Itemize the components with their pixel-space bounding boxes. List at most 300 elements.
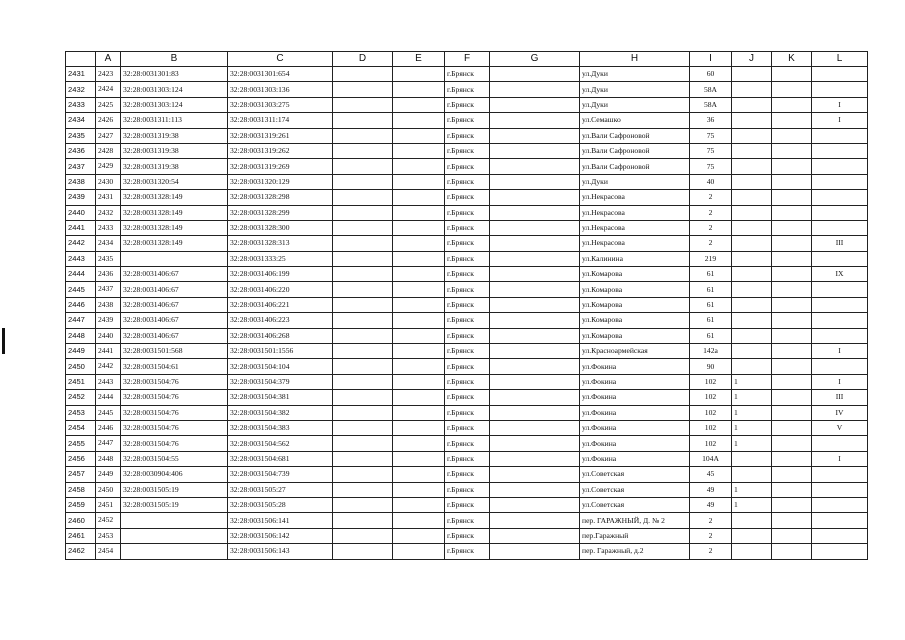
column-header-k[interactable]: K <box>772 52 812 67</box>
cell-e[interactable] <box>393 390 445 405</box>
cell-f[interactable]: г.Брянск <box>445 313 490 328</box>
cell-h[interactable]: ул.Дуки <box>580 82 690 97</box>
row-header[interactable]: 2462 <box>66 544 96 559</box>
row-header[interactable]: 2438 <box>66 174 96 189</box>
cell-j[interactable] <box>732 467 772 482</box>
cell-b[interactable]: 32:28:0031319:38 <box>121 128 228 143</box>
cell-l[interactable] <box>812 359 868 374</box>
cell-k[interactable] <box>772 220 812 235</box>
cell-h[interactable]: пер.Гаражный <box>580 528 690 543</box>
cell-i[interactable]: 142а <box>690 344 732 359</box>
cell-j[interactable]: 1 <box>732 390 772 405</box>
cell-i[interactable]: 36 <box>690 113 732 128</box>
cell-l[interactable] <box>812 220 868 235</box>
cell-h[interactable]: ул.Комарова <box>580 282 690 297</box>
cell-c[interactable]: 32:28:0031333:25 <box>228 251 333 266</box>
cell-b[interactable]: 32:28:0031319:38 <box>121 143 228 158</box>
cell-f[interactable]: г.Брянск <box>445 113 490 128</box>
cell-a[interactable]: 2424 <box>96 82 121 97</box>
cell-d[interactable] <box>333 390 393 405</box>
corner-cell[interactable] <box>66 52 96 67</box>
cell-g[interactable] <box>490 513 580 528</box>
cell-e[interactable] <box>393 359 445 374</box>
cell-d[interactable] <box>333 313 393 328</box>
cell-h[interactable]: ул.Фокина <box>580 359 690 374</box>
cell-d[interactable] <box>333 236 393 251</box>
cell-a[interactable]: 2444 <box>96 390 121 405</box>
cell-f[interactable]: г.Брянск <box>445 497 490 512</box>
cell-g[interactable] <box>490 482 580 497</box>
cell-h[interactable]: ул.Комарова <box>580 267 690 282</box>
cell-f[interactable]: г.Брянск <box>445 451 490 466</box>
cell-a[interactable]: 2427 <box>96 128 121 143</box>
cell-l[interactable] <box>812 128 868 143</box>
cell-b[interactable]: 32:28:0031504:76 <box>121 374 228 389</box>
cell-b[interactable]: 32:28:0031406:67 <box>121 328 228 343</box>
cell-l[interactable] <box>812 297 868 312</box>
cell-k[interactable] <box>772 282 812 297</box>
cell-d[interactable] <box>333 297 393 312</box>
column-header-e[interactable]: E <box>393 52 445 67</box>
cell-h[interactable]: ул.Дуки <box>580 97 690 112</box>
cell-h[interactable]: ул.Семашко <box>580 113 690 128</box>
cell-c[interactable]: 32:28:0031504:382 <box>228 405 333 420</box>
cell-k[interactable] <box>772 205 812 220</box>
row-header[interactable]: 2437 <box>66 159 96 174</box>
cell-k[interactable] <box>772 482 812 497</box>
cell-a[interactable]: 2448 <box>96 451 121 466</box>
cell-b[interactable]: 32:28:0031504:76 <box>121 436 228 451</box>
cell-b[interactable]: 32:28:0031301:83 <box>121 67 228 82</box>
cell-e[interactable] <box>393 436 445 451</box>
cell-h[interactable]: ул.Некрасова <box>580 220 690 235</box>
cell-f[interactable]: г.Брянск <box>445 251 490 266</box>
cell-f[interactable]: г.Брянск <box>445 420 490 435</box>
cell-c[interactable]: 32:28:0031505:27 <box>228 482 333 497</box>
cell-e[interactable] <box>393 420 445 435</box>
row-header[interactable]: 2458 <box>66 482 96 497</box>
cell-h[interactable]: ул.Вали Сафроновой <box>580 159 690 174</box>
cell-i[interactable]: 60 <box>690 67 732 82</box>
cell-f[interactable]: г.Брянск <box>445 236 490 251</box>
cell-d[interactable] <box>333 282 393 297</box>
row-header[interactable]: 2433 <box>66 97 96 112</box>
cell-h[interactable]: ул.Советская <box>580 467 690 482</box>
cell-i[interactable]: 102 <box>690 405 732 420</box>
cell-j[interactable] <box>732 451 772 466</box>
cell-j[interactable] <box>732 297 772 312</box>
cell-i[interactable]: 102 <box>690 390 732 405</box>
cell-c[interactable]: 32:28:0031303:136 <box>228 82 333 97</box>
cell-e[interactable] <box>393 190 445 205</box>
cell-l[interactable] <box>812 190 868 205</box>
cell-b[interactable]: 32:28:0031328:149 <box>121 190 228 205</box>
cell-d[interactable] <box>333 405 393 420</box>
column-header-g[interactable]: G <box>490 52 580 67</box>
row-header[interactable]: 2459 <box>66 497 96 512</box>
cell-c[interactable]: 32:28:0031406:220 <box>228 282 333 297</box>
cell-f[interactable]: г.Брянск <box>445 220 490 235</box>
cell-d[interactable] <box>333 143 393 158</box>
cell-l[interactable]: III <box>812 236 868 251</box>
cell-l[interactable]: I <box>812 374 868 389</box>
row-header[interactable]: 2455 <box>66 436 96 451</box>
column-header-f[interactable]: F <box>445 52 490 67</box>
cell-c[interactable]: 32:28:0031301:654 <box>228 67 333 82</box>
cell-b[interactable] <box>121 251 228 266</box>
cell-j[interactable] <box>732 528 772 543</box>
cell-b[interactable]: 32:28:0031406:67 <box>121 313 228 328</box>
cell-e[interactable] <box>393 205 445 220</box>
cell-g[interactable] <box>490 190 580 205</box>
cell-k[interactable] <box>772 528 812 543</box>
cell-g[interactable] <box>490 544 580 559</box>
cell-i[interactable]: 219 <box>690 251 732 266</box>
cell-k[interactable] <box>772 113 812 128</box>
row-header[interactable]: 2453 <box>66 405 96 420</box>
cell-h[interactable]: ул.Некрасова <box>580 236 690 251</box>
row-header[interactable]: 2456 <box>66 451 96 466</box>
row-header[interactable]: 2451 <box>66 374 96 389</box>
cell-f[interactable]: г.Брянск <box>445 159 490 174</box>
cell-g[interactable] <box>490 205 580 220</box>
cell-e[interactable] <box>393 174 445 189</box>
cell-g[interactable] <box>490 236 580 251</box>
cell-k[interactable] <box>772 143 812 158</box>
row-header[interactable]: 2447 <box>66 313 96 328</box>
cell-b[interactable] <box>121 544 228 559</box>
cell-e[interactable] <box>393 113 445 128</box>
cell-j[interactable] <box>732 82 772 97</box>
cell-f[interactable]: г.Брянск <box>445 359 490 374</box>
row-header[interactable]: 2457 <box>66 467 96 482</box>
cell-f[interactable]: г.Брянск <box>445 267 490 282</box>
cell-e[interactable] <box>393 344 445 359</box>
cell-d[interactable] <box>333 220 393 235</box>
cell-h[interactable]: ул.Фокина <box>580 374 690 389</box>
row-header[interactable]: 2431 <box>66 67 96 82</box>
row-header[interactable]: 2460 <box>66 513 96 528</box>
cell-k[interactable] <box>772 97 812 112</box>
cell-i[interactable]: 61 <box>690 297 732 312</box>
cell-j[interactable] <box>732 67 772 82</box>
cell-g[interactable] <box>490 420 580 435</box>
cell-j[interactable] <box>732 97 772 112</box>
cell-c[interactable]: 32:28:0031504:562 <box>228 436 333 451</box>
row-header[interactable]: 2446 <box>66 297 96 312</box>
column-header-c[interactable]: C <box>228 52 333 67</box>
cell-h[interactable]: ул.Советская <box>580 497 690 512</box>
cell-a[interactable]: 2434 <box>96 236 121 251</box>
column-header-i[interactable]: I <box>690 52 732 67</box>
cell-c[interactable]: 32:28:0031506:141 <box>228 513 333 528</box>
cell-b[interactable]: 32:28:0031501:568 <box>121 344 228 359</box>
cell-d[interactable] <box>333 451 393 466</box>
cell-a[interactable]: 2446 <box>96 420 121 435</box>
cell-c[interactable]: 32:28:0031504:681 <box>228 451 333 466</box>
cell-a[interactable]: 2431 <box>96 190 121 205</box>
cell-g[interactable] <box>490 128 580 143</box>
cell-a[interactable]: 2428 <box>96 143 121 158</box>
cell-f[interactable]: г.Брянск <box>445 436 490 451</box>
cell-j[interactable]: 1 <box>732 374 772 389</box>
cell-d[interactable] <box>333 174 393 189</box>
cell-a[interactable]: 2425 <box>96 97 121 112</box>
cell-c[interactable]: 32:28:0031504:383 <box>228 420 333 435</box>
row-header[interactable]: 2441 <box>66 220 96 235</box>
cell-l[interactable] <box>812 251 868 266</box>
cell-j[interactable] <box>732 328 772 343</box>
cell-e[interactable] <box>393 251 445 266</box>
cell-e[interactable] <box>393 467 445 482</box>
cell-i[interactable]: 61 <box>690 313 732 328</box>
cell-e[interactable] <box>393 328 445 343</box>
cell-l[interactable] <box>812 313 868 328</box>
cell-d[interactable] <box>333 344 393 359</box>
cell-g[interactable] <box>490 97 580 112</box>
cell-c[interactable]: 32:28:0031303:275 <box>228 97 333 112</box>
cell-b[interactable]: 32:28:0031328:149 <box>121 205 228 220</box>
cell-j[interactable]: 1 <box>732 436 772 451</box>
cell-g[interactable] <box>490 390 580 405</box>
cell-f[interactable]: г.Брянск <box>445 328 490 343</box>
cell-h[interactable]: ул.Фокина <box>580 405 690 420</box>
cell-g[interactable] <box>490 374 580 389</box>
cell-d[interactable] <box>333 467 393 482</box>
cell-b[interactable]: 32:28:0031504:76 <box>121 405 228 420</box>
cell-a[interactable]: 2438 <box>96 297 121 312</box>
cell-l[interactable]: I <box>812 451 868 466</box>
cell-b[interactable]: 32:28:0031311:113 <box>121 113 228 128</box>
cell-g[interactable] <box>490 436 580 451</box>
cell-h[interactable]: ул.Фокина <box>580 436 690 451</box>
cell-h[interactable]: ул.Комарова <box>580 297 690 312</box>
cell-l[interactable] <box>812 82 868 97</box>
cell-g[interactable] <box>490 313 580 328</box>
cell-f[interactable]: г.Брянск <box>445 344 490 359</box>
cell-j[interactable] <box>732 205 772 220</box>
cell-g[interactable] <box>490 297 580 312</box>
cell-j[interactable] <box>732 513 772 528</box>
cell-l[interactable] <box>812 328 868 343</box>
cell-c[interactable]: 32:28:0031406:199 <box>228 267 333 282</box>
cell-g[interactable] <box>490 113 580 128</box>
cell-i[interactable]: 75 <box>690 128 732 143</box>
cell-b[interactable]: 32:28:0031303:124 <box>121 97 228 112</box>
cell-k[interactable] <box>772 67 812 82</box>
cell-a[interactable]: 2454 <box>96 544 121 559</box>
cell-k[interactable] <box>772 374 812 389</box>
cell-k[interactable] <box>772 82 812 97</box>
cell-i[interactable]: 2 <box>690 544 732 559</box>
cell-e[interactable] <box>393 513 445 528</box>
cell-c[interactable]: 32:28:0031320:129 <box>228 174 333 189</box>
cell-e[interactable] <box>393 159 445 174</box>
cell-e[interactable] <box>393 405 445 420</box>
cell-h[interactable]: ул.Дуки <box>580 67 690 82</box>
cell-a[interactable]: 2429 <box>96 159 121 174</box>
cell-k[interactable] <box>772 544 812 559</box>
cell-d[interactable] <box>333 482 393 497</box>
cell-e[interactable] <box>393 297 445 312</box>
cell-e[interactable] <box>393 528 445 543</box>
cell-f[interactable]: г.Брянск <box>445 390 490 405</box>
cell-i[interactable]: 58А <box>690 97 732 112</box>
cell-l[interactable] <box>812 205 868 220</box>
cell-l[interactable] <box>812 282 868 297</box>
cell-e[interactable] <box>393 236 445 251</box>
column-header-a[interactable]: A <box>96 52 121 67</box>
cell-k[interactable] <box>772 328 812 343</box>
cell-e[interactable] <box>393 374 445 389</box>
cell-a[interactable]: 2433 <box>96 220 121 235</box>
cell-b[interactable]: 32:28:0031406:67 <box>121 267 228 282</box>
cell-i[interactable]: 2 <box>690 236 732 251</box>
cell-j[interactable] <box>732 267 772 282</box>
cell-f[interactable]: г.Брянск <box>445 190 490 205</box>
cell-b[interactable]: 32:28:0031504:55 <box>121 451 228 466</box>
cell-f[interactable]: г.Брянск <box>445 205 490 220</box>
cell-f[interactable]: г.Брянск <box>445 374 490 389</box>
cell-g[interactable] <box>490 451 580 466</box>
cell-k[interactable] <box>772 513 812 528</box>
cell-b[interactable]: 32:28:0031303:124 <box>121 82 228 97</box>
cell-c[interactable]: 32:28:0031506:143 <box>228 544 333 559</box>
cell-j[interactable] <box>732 282 772 297</box>
cell-l[interactable] <box>812 67 868 82</box>
cell-f[interactable]: г.Брянск <box>445 544 490 559</box>
cell-j[interactable] <box>732 143 772 158</box>
column-header-l[interactable]: L <box>812 52 868 67</box>
cell-e[interactable] <box>393 544 445 559</box>
cell-e[interactable] <box>393 282 445 297</box>
cell-e[interactable] <box>393 128 445 143</box>
cell-i[interactable]: 2 <box>690 220 732 235</box>
cell-k[interactable] <box>772 128 812 143</box>
cell-k[interactable] <box>772 344 812 359</box>
cell-d[interactable] <box>333 113 393 128</box>
cell-d[interactable] <box>333 544 393 559</box>
cell-j[interactable] <box>732 174 772 189</box>
column-header-b[interactable]: B <box>121 52 228 67</box>
cell-d[interactable] <box>333 67 393 82</box>
cell-f[interactable]: г.Брянск <box>445 528 490 543</box>
cell-b[interactable]: 32:28:0031406:67 <box>121 282 228 297</box>
cell-g[interactable] <box>490 328 580 343</box>
cell-c[interactable]: 32:28:0031501:1556 <box>228 344 333 359</box>
cell-l[interactable] <box>812 482 868 497</box>
cell-h[interactable]: ул.Советская <box>580 482 690 497</box>
cell-i[interactable]: 49 <box>690 482 732 497</box>
cell-e[interactable] <box>393 451 445 466</box>
cell-l[interactable]: III <box>812 390 868 405</box>
cell-j[interactable]: 1 <box>732 497 772 512</box>
cell-k[interactable] <box>772 190 812 205</box>
cell-f[interactable]: г.Брянск <box>445 128 490 143</box>
cell-d[interactable] <box>333 528 393 543</box>
cell-j[interactable] <box>732 344 772 359</box>
cell-i[interactable]: 61 <box>690 328 732 343</box>
cell-a[interactable]: 2437 <box>96 282 121 297</box>
cell-d[interactable] <box>333 267 393 282</box>
cell-d[interactable] <box>333 128 393 143</box>
cell-g[interactable] <box>490 467 580 482</box>
cell-f[interactable]: г.Брянск <box>445 467 490 482</box>
cell-j[interactable] <box>732 251 772 266</box>
cell-l[interactable] <box>812 436 868 451</box>
cell-i[interactable]: 102 <box>690 374 732 389</box>
cell-d[interactable] <box>333 82 393 97</box>
cell-e[interactable] <box>393 482 445 497</box>
cell-l[interactable]: IX <box>812 267 868 282</box>
cell-j[interactable] <box>732 190 772 205</box>
cell-c[interactable]: 32:28:0031319:261 <box>228 128 333 143</box>
cell-d[interactable] <box>333 328 393 343</box>
row-header[interactable]: 2440 <box>66 205 96 220</box>
cell-j[interactable] <box>732 113 772 128</box>
cell-g[interactable] <box>490 143 580 158</box>
row-header[interactable]: 2435 <box>66 128 96 143</box>
cell-d[interactable] <box>333 497 393 512</box>
cell-a[interactable]: 2432 <box>96 205 121 220</box>
cell-c[interactable]: 32:28:0031406:223 <box>228 313 333 328</box>
cell-a[interactable]: 2439 <box>96 313 121 328</box>
cell-g[interactable] <box>490 251 580 266</box>
cell-k[interactable] <box>772 159 812 174</box>
cell-j[interactable] <box>732 220 772 235</box>
cell-c[interactable]: 32:28:0031319:262 <box>228 143 333 158</box>
row-header[interactable]: 2443 <box>66 251 96 266</box>
cell-j[interactable] <box>732 159 772 174</box>
cell-g[interactable] <box>490 267 580 282</box>
row-header[interactable]: 2439 <box>66 190 96 205</box>
cell-j[interactable] <box>732 359 772 374</box>
cell-l[interactable]: IV <box>812 405 868 420</box>
row-header[interactable]: 2452 <box>66 390 96 405</box>
cell-i[interactable]: 61 <box>690 267 732 282</box>
cell-h[interactable]: ул.Комарова <box>580 328 690 343</box>
cell-d[interactable] <box>333 251 393 266</box>
cell-e[interactable] <box>393 497 445 512</box>
cell-l[interactable] <box>812 143 868 158</box>
cell-c[interactable]: 32:28:0031406:268 <box>228 328 333 343</box>
row-header[interactable]: 2454 <box>66 420 96 435</box>
cell-f[interactable]: г.Брянск <box>445 282 490 297</box>
cell-i[interactable]: 2 <box>690 190 732 205</box>
cell-l[interactable]: I <box>812 97 868 112</box>
cell-h[interactable]: ул.Вали Сафроновой <box>580 128 690 143</box>
cell-k[interactable] <box>772 390 812 405</box>
cell-i[interactable]: 75 <box>690 143 732 158</box>
cell-k[interactable] <box>772 359 812 374</box>
row-header[interactable]: 2445 <box>66 282 96 297</box>
cell-i[interactable]: 49 <box>690 497 732 512</box>
cell-c[interactable]: 32:28:0031328:298 <box>228 190 333 205</box>
cell-a[interactable]: 2435 <box>96 251 121 266</box>
cell-a[interactable]: 2450 <box>96 482 121 497</box>
cell-c[interactable]: 32:28:0031406:221 <box>228 297 333 312</box>
cell-e[interactable] <box>393 220 445 235</box>
cell-l[interactable] <box>812 174 868 189</box>
cell-d[interactable] <box>333 190 393 205</box>
cell-h[interactable]: ул.Фокина <box>580 420 690 435</box>
cell-i[interactable]: 102 <box>690 420 732 435</box>
cell-a[interactable]: 2441 <box>96 344 121 359</box>
cell-d[interactable] <box>333 97 393 112</box>
cell-i[interactable]: 61 <box>690 282 732 297</box>
cell-a[interactable]: 2440 <box>96 328 121 343</box>
cell-b[interactable]: 32:28:0031406:67 <box>121 297 228 312</box>
